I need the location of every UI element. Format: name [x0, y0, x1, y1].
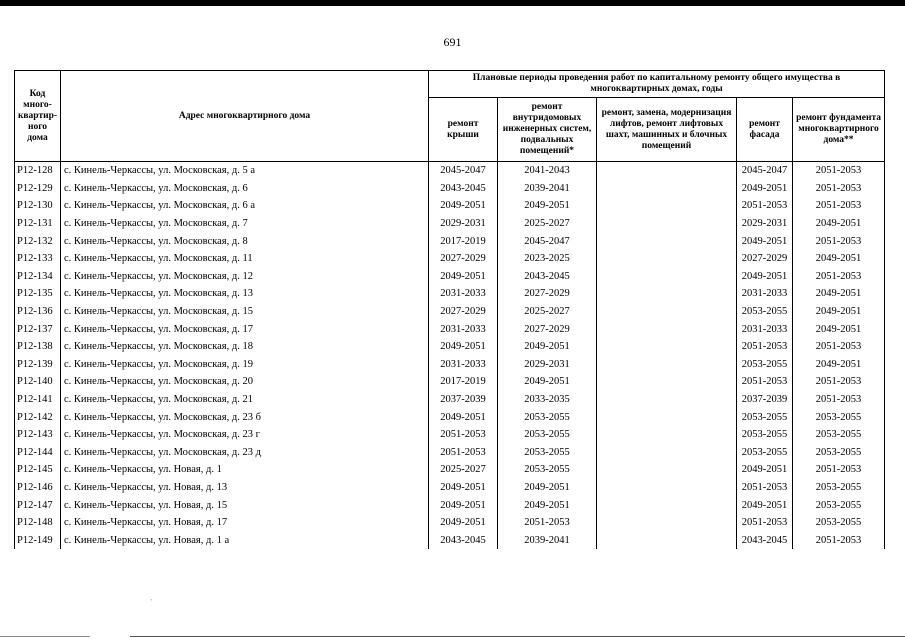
cell-roof: 2027-2029: [429, 303, 498, 321]
cell-code: Р12-140: [15, 373, 61, 391]
cell-foundation: 2051-2053: [793, 180, 885, 198]
cell-foundation: 2053-2055: [793, 426, 885, 444]
cell-foundation: 2053-2055: [793, 496, 885, 514]
cell-foundation: 2049-2051: [793, 356, 885, 374]
cell-foundation: 2051-2053: [793, 338, 885, 356]
cell-foundation: 2051-2053: [793, 391, 885, 409]
table-body: [15, 162, 885, 550]
cell-roof: 2031-2033: [429, 285, 498, 303]
cell-code: Р12-141: [15, 391, 61, 409]
table-row: [15, 426, 885, 444]
cell-code: Р12-144: [15, 444, 61, 462]
header-facade: ремонт фасада: [737, 98, 793, 162]
cell-code: Р12-131: [15, 215, 61, 233]
cell-foundation: 2051-2053: [793, 531, 885, 549]
cell-lifts: [597, 320, 737, 338]
cell-address: с. Кинель-Черкассы, ул. Московская, д. 12: [61, 268, 429, 286]
table-row: [15, 391, 885, 409]
cell-facade: 2049-2051: [737, 461, 793, 479]
header-lifts: ремонт, замена, модернизация лифтов, ремонт лифтовых шахт, машинных и блочных помещений: [597, 98, 737, 162]
cell-foundation: 2053-2055: [793, 479, 885, 497]
cell-engineering: 2043-2045: [498, 268, 597, 286]
cell-code: Р12-146: [15, 479, 61, 497]
cell-code: Р12-134: [15, 268, 61, 286]
cell-foundation: 2051-2053: [793, 197, 885, 215]
cell-address: с. Кинель-Черкассы, ул. Новая, д. 17: [61, 514, 429, 532]
table-row: [15, 373, 885, 391]
cell-engineering: 2053-2055: [498, 444, 597, 462]
cell-lifts: [597, 408, 737, 426]
cell-facade: 2045-2047: [737, 162, 793, 180]
cell-address: с. Кинель-Черкассы, ул. Московская, д. 23 д: [61, 444, 429, 462]
table-row: [15, 444, 885, 462]
cell-code: Р12-138: [15, 338, 61, 356]
cell-address: с. Кинель-Черкассы, ул. Новая, д. 1 а: [61, 531, 429, 549]
cell-address: с. Кинель-Черкассы, ул. Московская, д. 5 а: [61, 162, 429, 180]
cell-roof: 2043-2045: [429, 531, 498, 549]
cell-roof: 2017-2019: [429, 232, 498, 250]
cell-lifts: [597, 197, 737, 215]
cell-foundation: 2051-2053: [793, 232, 885, 250]
table-row: [15, 320, 885, 338]
cell-facade: 2053-2055: [737, 408, 793, 426]
cell-roof: 2051-2053: [429, 426, 498, 444]
cell-address: с. Кинель-Черкассы, ул. Московская, д. 20: [61, 373, 429, 391]
cell-engineering: 2053-2055: [498, 426, 597, 444]
cell-code: Р12-147: [15, 496, 61, 514]
cell-roof: 2017-2019: [429, 373, 498, 391]
cell-engineering: 2029-2031: [498, 356, 597, 374]
cell-facade: 2051-2053: [737, 514, 793, 532]
cell-lifts: [597, 303, 737, 321]
table-row: [15, 197, 885, 215]
cell-address: с. Кинель-Черкассы, ул. Московская, д. 17: [61, 320, 429, 338]
cell-lifts: [597, 215, 737, 233]
cell-foundation: 2051-2053: [793, 268, 885, 286]
cell-foundation: 2049-2051: [793, 303, 885, 321]
cell-roof: 2049-2051: [429, 479, 498, 497]
table-row: [15, 285, 885, 303]
table-row: [15, 496, 885, 514]
header-periods: Плановые периоды проведения работ по капитальному ремонту общего имущества в многоквартирных домах, годы: [429, 71, 885, 98]
cell-facade: 2053-2055: [737, 356, 793, 374]
cell-code: Р12-132: [15, 232, 61, 250]
cell-foundation: 2053-2055: [793, 514, 885, 532]
cell-engineering: 2049-2051: [498, 338, 597, 356]
cell-lifts: [597, 268, 737, 286]
cell-engineering: 2049-2051: [498, 496, 597, 514]
cell-address: с. Кинель-Черкассы, ул. Московская, д. 18: [61, 338, 429, 356]
cell-lifts: [597, 373, 737, 391]
cell-facade: 2051-2053: [737, 479, 793, 497]
cell-address: с. Кинель-Черкассы, ул. Новая, д. 15: [61, 496, 429, 514]
cell-lifts: [597, 180, 737, 198]
table-row: [15, 514, 885, 532]
cell-lifts: [597, 250, 737, 268]
cell-address: с. Кинель-Черкассы, ул. Московская, д. 19: [61, 356, 429, 374]
table-row: [15, 356, 885, 374]
scan-mark: `: [150, 598, 153, 607]
cell-engineering: 2027-2029: [498, 285, 597, 303]
table-row: [15, 162, 885, 180]
cell-facade: 2049-2051: [737, 496, 793, 514]
table-row: [15, 408, 885, 426]
cell-roof: 2025-2027: [429, 461, 498, 479]
cell-engineering: 2045-2047: [498, 232, 597, 250]
cell-engineering: 2049-2051: [498, 197, 597, 215]
cell-address: с. Кинель-Черкассы, ул. Московская, д. 13: [61, 285, 429, 303]
cell-lifts: [597, 531, 737, 549]
cell-roof: 2049-2051: [429, 268, 498, 286]
cell-code: Р12-136: [15, 303, 61, 321]
cell-roof: 2049-2051: [429, 496, 498, 514]
cell-lifts: [597, 162, 737, 180]
cell-facade: 2043-2045: [737, 531, 793, 549]
cell-roof: 2049-2051: [429, 408, 498, 426]
header-foundation: ремонт фундамента многоквартирного дома**: [793, 98, 885, 162]
header-roof: ремонт крыши: [429, 98, 498, 162]
cell-facade: 2031-2033: [737, 285, 793, 303]
cell-facade: 2051-2053: [737, 338, 793, 356]
cell-foundation: 2049-2051: [793, 250, 885, 268]
cell-facade: 2031-2033: [737, 320, 793, 338]
cell-lifts: [597, 479, 737, 497]
cell-roof: 2031-2033: [429, 356, 498, 374]
cell-code: Р12-149: [15, 531, 61, 549]
cell-address: с. Кинель-Черкассы, ул. Московская, д. 23 г: [61, 426, 429, 444]
cell-engineering: 2033-2035: [498, 391, 597, 409]
cell-facade: 2049-2051: [737, 180, 793, 198]
cell-roof: 2051-2053: [429, 444, 498, 462]
cell-address: с. Кинель-Черкассы, ул. Новая, д. 13: [61, 479, 429, 497]
table-row: [15, 531, 885, 549]
bottom-rule-left: [0, 636, 90, 637]
cell-roof: 2027-2029: [429, 250, 498, 268]
cell-code: Р12-128: [15, 162, 61, 180]
cell-foundation: 2053-2055: [793, 444, 885, 462]
table-row: [15, 232, 885, 250]
cell-engineering: 2041-2043: [498, 162, 597, 180]
cell-facade: 2037-2039: [737, 391, 793, 409]
cell-lifts: [597, 232, 737, 250]
cell-roof: 2037-2039: [429, 391, 498, 409]
cell-engineering: 2053-2055: [498, 408, 597, 426]
cell-roof: 2029-2031: [429, 215, 498, 233]
cell-facade: 2049-2051: [737, 232, 793, 250]
cell-facade: 2051-2053: [737, 373, 793, 391]
cell-code: Р12-137: [15, 320, 61, 338]
cell-code: Р12-139: [15, 356, 61, 374]
cell-code: Р12-143: [15, 426, 61, 444]
cell-facade: 2051-2053: [737, 197, 793, 215]
cell-facade: 2027-2029: [737, 250, 793, 268]
cell-foundation: 2049-2051: [793, 215, 885, 233]
bottom-rule: [130, 636, 905, 637]
cell-lifts: [597, 391, 737, 409]
cell-lifts: [597, 285, 737, 303]
cell-roof: 2049-2051: [429, 514, 498, 532]
cell-facade: 2053-2055: [737, 444, 793, 462]
cell-code: Р12-133: [15, 250, 61, 268]
cell-engineering: 2025-2027: [498, 303, 597, 321]
table-row: [15, 180, 885, 198]
table-row: [15, 250, 885, 268]
cell-lifts: [597, 514, 737, 532]
table-row: [15, 479, 885, 497]
cell-roof: 2049-2051: [429, 197, 498, 215]
cell-foundation: 2049-2051: [793, 285, 885, 303]
cell-engineering: 2049-2051: [498, 373, 597, 391]
cell-code: Р12-145: [15, 461, 61, 479]
cell-facade: 2053-2055: [737, 426, 793, 444]
cell-address: с. Кинель-Черкассы, ул. Московская, д. 7: [61, 215, 429, 233]
header-address: Адрес многоквартирного дома: [61, 71, 429, 162]
table-row: [15, 338, 885, 356]
cell-engineering: 2039-2041: [498, 531, 597, 549]
top-border-bar: [0, 0, 905, 6]
cell-lifts: [597, 496, 737, 514]
cell-code: Р12-129: [15, 180, 61, 198]
cell-lifts: [597, 461, 737, 479]
cell-engineering: 2023-2025: [498, 250, 597, 268]
cell-address: с. Кинель-Черкассы, ул. Московская, д. 11: [61, 250, 429, 268]
table-row: [15, 215, 885, 233]
cell-code: Р12-130: [15, 197, 61, 215]
cell-engineering: 2053-2055: [498, 461, 597, 479]
cell-foundation: 2051-2053: [793, 461, 885, 479]
table-row: [15, 303, 885, 321]
page-number: 691: [443, 35, 462, 49]
cell-lifts: [597, 444, 737, 462]
cell-roof: 2045-2047: [429, 162, 498, 180]
cell-lifts: [597, 338, 737, 356]
cell-lifts: [597, 426, 737, 444]
cell-lifts: [597, 356, 737, 374]
cell-engineering: 2049-2051: [498, 479, 597, 497]
cell-address: с. Кинель-Черкассы, ул. Новая, д. 1: [61, 461, 429, 479]
header-code: Код много-квартир-ного дома: [15, 71, 61, 162]
cell-engineering: 2039-2041: [498, 180, 597, 198]
cell-address: с. Кинель-Черкассы, ул. Московская, д. 6: [61, 180, 429, 198]
cell-facade: 2029-2031: [737, 215, 793, 233]
cell-roof: 2031-2033: [429, 320, 498, 338]
cell-address: с. Кинель-Черкассы, ул. Московская, д. 8: [61, 232, 429, 250]
cell-code: Р12-135: [15, 285, 61, 303]
table-row: [15, 268, 885, 286]
cell-address: с. Кинель-Черкассы, ул. Московская, д. 23 б: [61, 408, 429, 426]
cell-foundation: 2051-2053: [793, 162, 885, 180]
header-engineering: ремонт внутридомовых инженерных систем, подвальных помещений*: [498, 98, 597, 162]
cell-foundation: 2053-2055: [793, 408, 885, 426]
cell-code: Р12-148: [15, 514, 61, 532]
table-row: [15, 461, 885, 479]
cell-address: с. Кинель-Черкассы, ул. Московская, д. 21: [61, 391, 429, 409]
cell-foundation: 2051-2053: [793, 373, 885, 391]
cell-foundation: 2049-2051: [793, 320, 885, 338]
cell-address: с. Кинель-Черкассы, ул. Московская, д. 6 а: [61, 197, 429, 215]
cell-roof: 2049-2051: [429, 338, 498, 356]
capital-repair-schedule-table: [14, 70, 885, 549]
cell-engineering: 2027-2029: [498, 320, 597, 338]
cell-facade: 2053-2055: [737, 303, 793, 321]
cell-code: Р12-142: [15, 408, 61, 426]
cell-address: с. Кинель-Черкассы, ул. Московская, д. 15: [61, 303, 429, 321]
cell-engineering: 2051-2053: [498, 514, 597, 532]
cell-facade: 2049-2051: [737, 268, 793, 286]
cell-roof: 2043-2045: [429, 180, 498, 198]
cell-engineering: 2025-2027: [498, 215, 597, 233]
